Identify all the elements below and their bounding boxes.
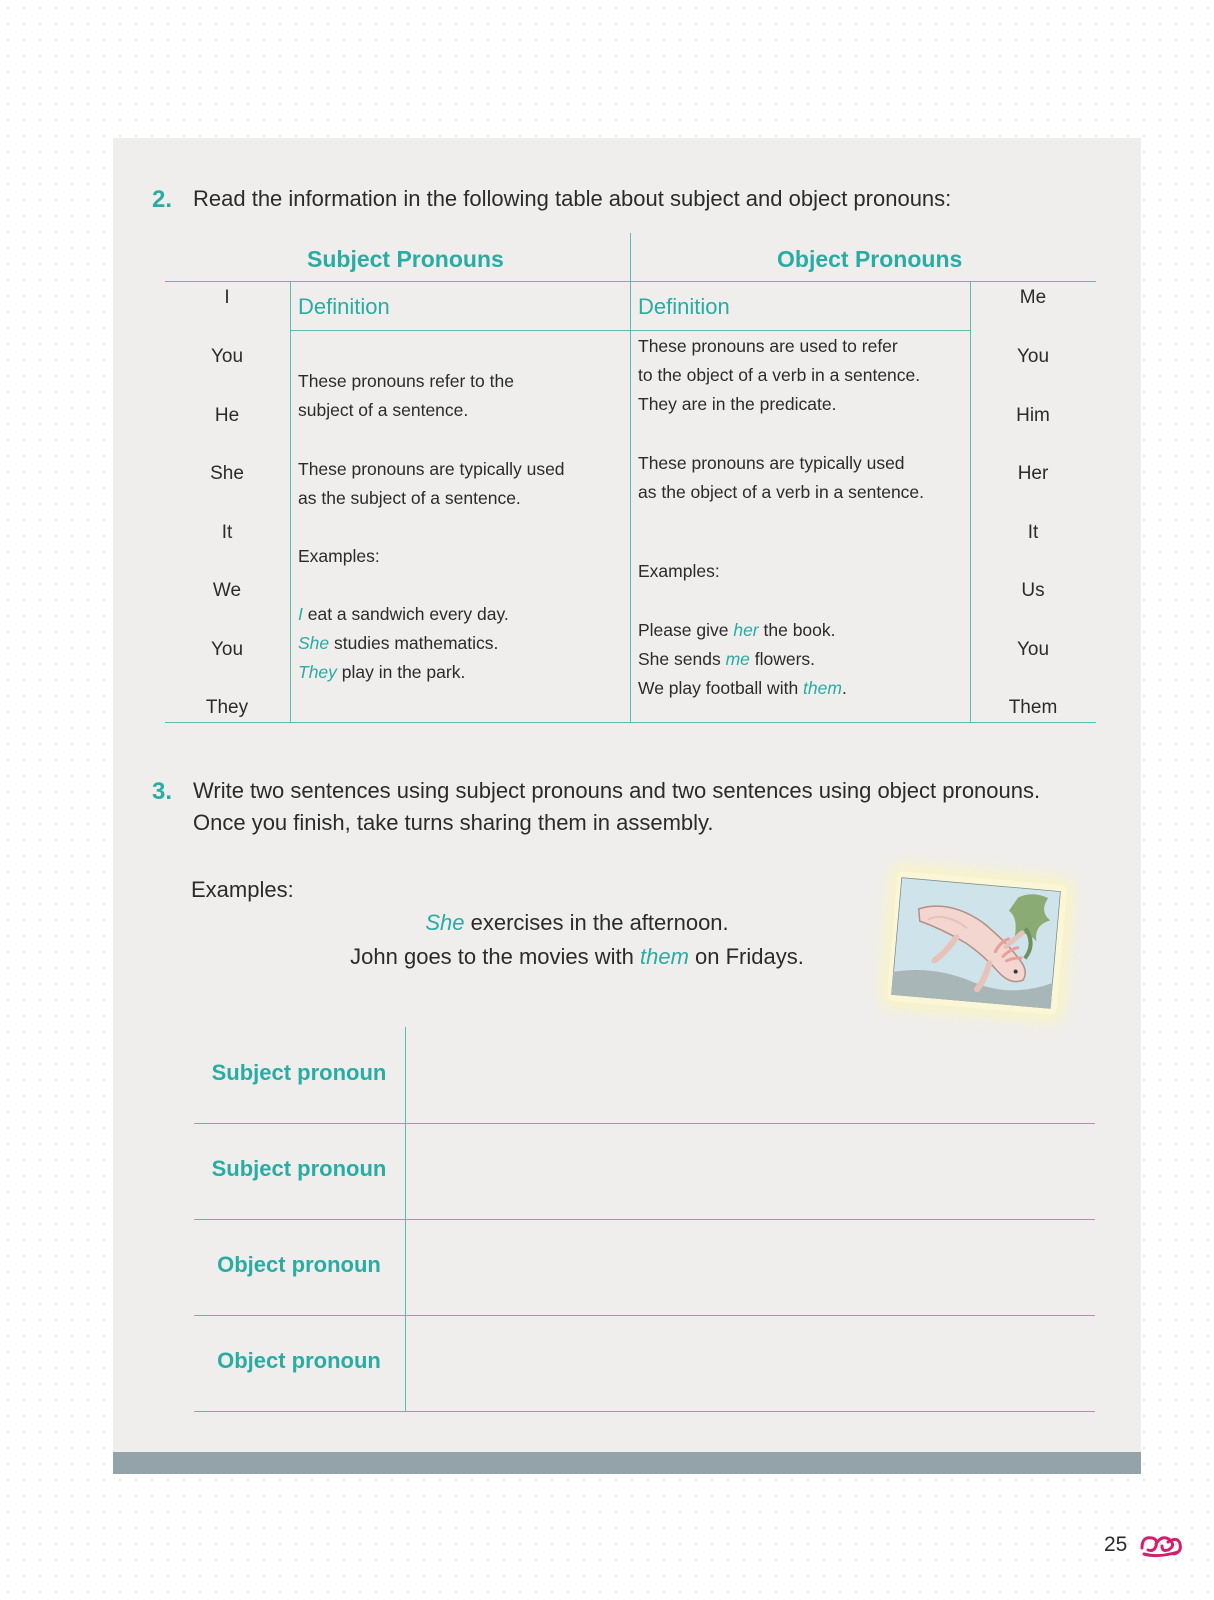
subject-pronouns-header: Subject Pronouns bbox=[307, 246, 504, 272]
object-example-pronoun: her bbox=[733, 620, 759, 640]
table-divider-center bbox=[630, 233, 631, 722]
object-pronouns-header: Object Pronouns bbox=[777, 246, 963, 272]
object-example bbox=[638, 674, 847, 703]
subject-pronoun: He bbox=[214, 405, 240, 426]
answer-row-label: Object pronoun bbox=[217, 1348, 381, 1373]
answer-row-label: Subject pronoun bbox=[211, 1156, 387, 1181]
answer-write-area[interactable] bbox=[405, 1223, 1095, 1313]
table-divider-left bbox=[290, 281, 291, 722]
object-example-after: . bbox=[841, 678, 847, 698]
object-pronoun: Me bbox=[1019, 287, 1047, 308]
subject-definition-line: subject of a sentence. bbox=[298, 400, 469, 420]
question-3-number: 3. bbox=[152, 778, 173, 805]
question-2-text: Read the information in the following table about subject and object pronouns: bbox=[193, 186, 952, 211]
example-pronoun: She bbox=[425, 910, 465, 935]
subject-usage-line: These pronouns are typically used bbox=[298, 459, 565, 479]
examples-label: Examples: bbox=[191, 877, 294, 902]
answer-write-area[interactable] bbox=[405, 1319, 1095, 1409]
subject-example-pronoun: She bbox=[298, 633, 330, 653]
question-3-line2: Once you finish, take turns sharing them in assembly. bbox=[193, 810, 714, 835]
question-3-line1: Write two sentences using subject pronouns and two sentences using object pronouns. bbox=[193, 778, 1041, 803]
object-example-before: She sends bbox=[638, 649, 726, 669]
subject-pronoun: They bbox=[205, 697, 249, 718]
object-pronoun: Him bbox=[1016, 405, 1050, 426]
object-pronoun: You bbox=[1016, 346, 1050, 367]
subject-pronoun: You bbox=[210, 346, 244, 367]
answer-row-rule bbox=[194, 1411, 1095, 1412]
subject-definition-line: These pronouns refer to the bbox=[298, 371, 514, 391]
example-pronoun: them bbox=[639, 944, 689, 969]
object-definition-line: to the object of a verb in a sentence. bbox=[638, 365, 921, 385]
object-pronoun: Her bbox=[1017, 463, 1049, 484]
object-example bbox=[638, 616, 836, 645]
subject-definition-heading: Definition bbox=[298, 294, 390, 319]
object-example-pronoun: them bbox=[803, 678, 842, 698]
example-sentence bbox=[277, 910, 877, 936]
subject-example-rest: studies mathematics. bbox=[329, 633, 499, 653]
object-example-before: Please give bbox=[638, 620, 734, 640]
subject-usage-line: as the subject of a sentence. bbox=[298, 488, 521, 508]
subject-pronoun: I bbox=[224, 287, 230, 308]
answer-row-label: Subject pronoun bbox=[211, 1060, 387, 1085]
object-definition-line: They are in the predicate. bbox=[638, 394, 837, 414]
subject-pronoun: We bbox=[212, 580, 242, 601]
example-after: on Fridays. bbox=[688, 944, 804, 969]
object-pronoun: It bbox=[1027, 522, 1039, 543]
subject-example-pronoun: They bbox=[298, 662, 337, 682]
subject-examples-label: Examples: bbox=[298, 546, 380, 566]
object-example-after: flowers. bbox=[749, 649, 816, 669]
page-number: 25 bbox=[1104, 1533, 1128, 1556]
answer-row-rule bbox=[194, 1315, 1095, 1316]
subject-example bbox=[298, 629, 498, 658]
question-2-number: 2. bbox=[152, 186, 173, 213]
object-definition-heading: Definition bbox=[638, 294, 730, 319]
subject-pronoun: You bbox=[210, 639, 244, 660]
object-pronoun: Them bbox=[1008, 697, 1058, 718]
publisher-logo-icon bbox=[1138, 1530, 1184, 1560]
table-bottom-rule bbox=[165, 722, 1096, 723]
answer-row-rule bbox=[194, 1219, 1095, 1220]
object-usage-line: as the object of a verb in a sentence. bbox=[638, 482, 925, 502]
example-before: John goes to the movies with bbox=[350, 944, 640, 969]
object-pronoun: Us bbox=[1021, 580, 1045, 601]
object-examples-label: Examples: bbox=[638, 561, 720, 581]
subject-example-rest: eat a sandwich every day. bbox=[302, 604, 509, 624]
object-definition-line: These pronouns are used to refer bbox=[638, 336, 898, 356]
subject-example-rest: play in the park. bbox=[336, 662, 466, 682]
answer-write-area[interactable] bbox=[405, 1031, 1095, 1121]
object-example-before: We play football with bbox=[638, 678, 804, 698]
example-sentence bbox=[277, 944, 877, 970]
subject-example-pronoun: I bbox=[298, 604, 303, 624]
object-usage-line: These pronouns are typically used bbox=[638, 453, 905, 473]
subject-pronoun: She bbox=[210, 463, 244, 484]
object-example bbox=[638, 645, 815, 674]
subject-pronoun: It bbox=[221, 522, 233, 543]
answer-row-rule bbox=[194, 1123, 1095, 1124]
subject-example bbox=[298, 658, 465, 687]
subject-example bbox=[298, 600, 509, 629]
object-pronoun: You bbox=[1016, 639, 1050, 660]
axolotl-photo bbox=[891, 877, 1061, 1008]
example-rest: exercises in the afternoon. bbox=[464, 910, 729, 935]
answer-write-area[interactable] bbox=[405, 1127, 1095, 1217]
object-example-after: the book. bbox=[758, 620, 836, 640]
object-example-pronoun: me bbox=[725, 649, 750, 669]
panel-bottom-bar bbox=[113, 1452, 1141, 1474]
answer-row-label: Object pronoun bbox=[217, 1252, 381, 1277]
table-divider-right bbox=[970, 281, 971, 722]
